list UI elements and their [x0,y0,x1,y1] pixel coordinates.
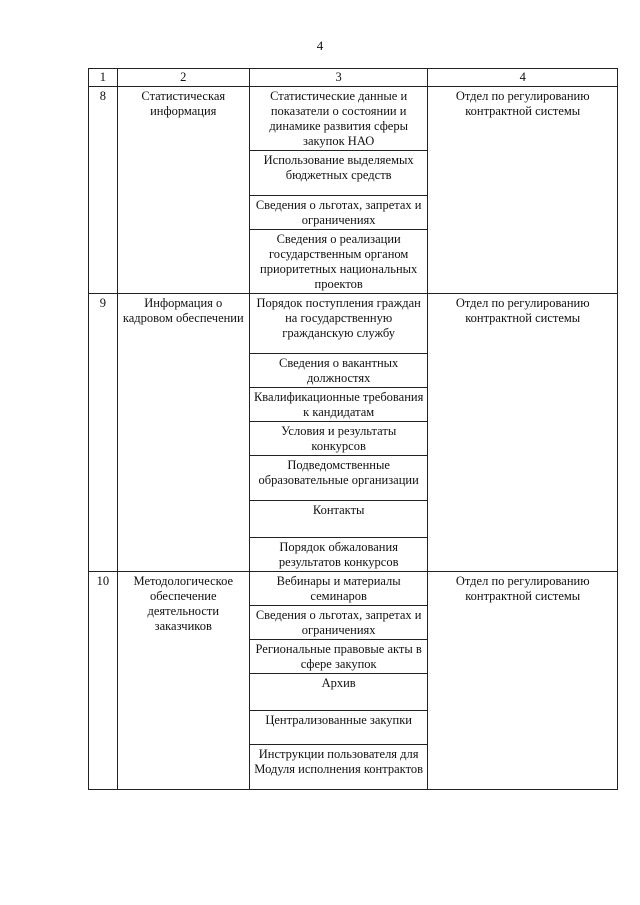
item-cell: Порядок обжалования результатов конкурсов [249,538,428,572]
header-cell-2: 2 [117,69,249,87]
header-cell-1: 1 [89,69,118,87]
item-cell: Архив [249,674,428,711]
item-cell: Инструкции пользователя для Модуля исполнения контрактов [249,745,428,790]
table-row [89,87,618,151]
item-cell: Сведения о льготах, запретах и ограничениях [249,606,428,640]
category-cell: Информация о кадровом обеспечении [117,294,249,572]
item-cell: Региональные правовые акты в сфере закупок [249,640,428,674]
item-cell: Квалификационные требования к кандидатам [249,388,428,422]
table-row [89,572,618,606]
item-cell: Сведения о вакантных должностях [249,354,428,388]
row-number: 10 [89,572,118,790]
item-cell: Использование выделяемых бюджетных средств [249,151,428,196]
item-cell: Статистические данные и показатели о состоянии и динамике развития сферы закупок НАО [249,87,428,151]
item-cell: Вебинары и материалы семинаров [249,572,428,606]
registry-table [88,68,618,790]
department-cell: Отдел по регулированию контрактной системы [428,87,618,294]
item-cell: Контакты [249,501,428,538]
item-cell: Централизованные закупки [249,711,428,745]
department-cell: Отдел по регулированию контрактной системы [428,294,618,572]
page-number: 4 [316,38,324,53]
department-cell: Отдел по регулированию контрактной системы [428,572,618,790]
header-cell-3: 3 [249,69,428,87]
category-cell: Статистическая информация [117,87,249,294]
header-cell-4: 4 [428,69,618,87]
category-cell: Методологическое обеспечение деятельности заказчиков [117,572,249,790]
item-cell: Условия и результаты конкурсов [249,422,428,456]
row-number: 9 [89,294,118,572]
item-cell: Сведения о реализации государственным органом приоритетных национальных проектов [249,230,428,294]
item-cell: Порядок поступления граждан на государственную гражданскую службу [249,294,428,354]
item-cell: Подведомственные образовательные организации [249,456,428,501]
header-row [89,69,618,87]
row-number: 8 [89,87,118,294]
item-cell: Сведения о льготах, запретах и ограничениях [249,196,428,230]
table-row [89,294,618,354]
